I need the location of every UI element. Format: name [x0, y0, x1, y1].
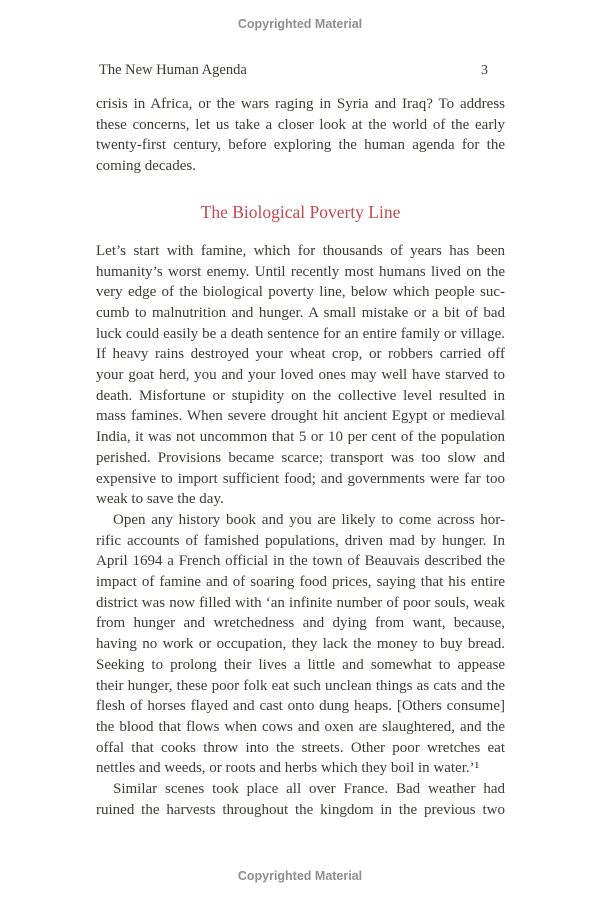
- text-line: nettles and weeds, or roots and herbs which they boil in water.’¹: [96, 760, 480, 777]
- text-line: offal that cooks throw into the streets. Other poor wretches eat: [96, 739, 505, 756]
- text-line: Seeking to prolong their lives a little and somewhat to appease: [96, 656, 505, 673]
- text-line: very edge of the biological poverty line, below which people suc-: [96, 284, 505, 301]
- text-line: coming decades.: [96, 158, 196, 175]
- page-header: [99, 62, 505, 79]
- text-line: death. Misfortune or stupidity on the collective level resulted in: [96, 387, 505, 404]
- paragraph: [96, 94, 505, 177]
- text-line: humanity’s worst enemy. Until recently most humans lived on the: [96, 263, 505, 280]
- text-line: luck could easily be a death sentence for an entire family or village.: [96, 325, 505, 342]
- text-line: impact of famine and of soaring food prices, saying that his entire: [96, 574, 505, 591]
- text-line: expensive to import sufficient food; and governments were far too: [96, 470, 505, 487]
- page-number: 3: [481, 63, 488, 78]
- text-line: crisis in Africa, or the wars raging in Syria and Iraq? To address: [96, 96, 505, 112]
- copyright-banner-top: Copyrighted Material: [237, 17, 363, 31]
- text-line: If heavy rains destroyed your wheat crop, or robbers carried off: [96, 346, 505, 363]
- text-line: your goat herd, you and your loved ones may well have starved to: [96, 367, 505, 384]
- text-line: perished. Provisions became scarce; transport was too slow and: [96, 449, 505, 466]
- text-line: Similar scenes took place all over France. Bad weather had: [113, 781, 505, 798]
- text-line: India, it was not uncommon that 5 or 10 per cent of the population: [96, 429, 505, 446]
- text-line: cumb to malnutrition and hunger. A small mistake or a bit of bad: [96, 304, 505, 321]
- text-line: April 1694 a French official in the town of Beauvais described the: [96, 553, 505, 570]
- text-line: mass famines. When severe drought hit ancient Egypt or medieval: [96, 408, 505, 425]
- copyright-banner-bottom: Copyrighted Material: [237, 869, 363, 883]
- text-line: weak to save the day.: [96, 491, 224, 508]
- paragraph: [96, 779, 505, 820]
- text-line: from hunger and wretchedness and dying from want, because,: [96, 615, 505, 632]
- text-line: twenty-first century, before exploring the human agenda for the: [96, 137, 505, 154]
- text-line: these concerns, let us take a closer look at the world of the early: [96, 116, 505, 133]
- body-text: [96, 94, 505, 821]
- section-heading: The Biological Poverty Line: [200, 201, 401, 222]
- text-line: Open any history book and you are likely to come across hor-: [113, 511, 505, 528]
- text-line: ruined the harvests throughout the kingdom in the previous two: [96, 801, 505, 818]
- text-line: flesh of horses flayed and cast onto dung heaps. [Others consume]: [96, 698, 505, 715]
- text-line: district was now filled with ‘an infinite number of poor souls, weak: [96, 594, 505, 611]
- text-line: rific accounts of famished populations, driven mad by hunger. In: [96, 532, 505, 549]
- paragraph: [96, 241, 505, 510]
- text-line: Let’s start with famine, which for thousands of years has been: [96, 242, 505, 259]
- text-line: having no work or occupation, they lack the money to buy bread.: [96, 636, 505, 653]
- paragraph: [96, 510, 505, 779]
- running-title: The New Human Agenda: [99, 62, 247, 78]
- text-line: the blood that flows when cows and oxen are slaughtered, and the: [96, 718, 505, 735]
- text-line: their hunger, these poor folk eat such unclean things as cats and the: [96, 677, 505, 694]
